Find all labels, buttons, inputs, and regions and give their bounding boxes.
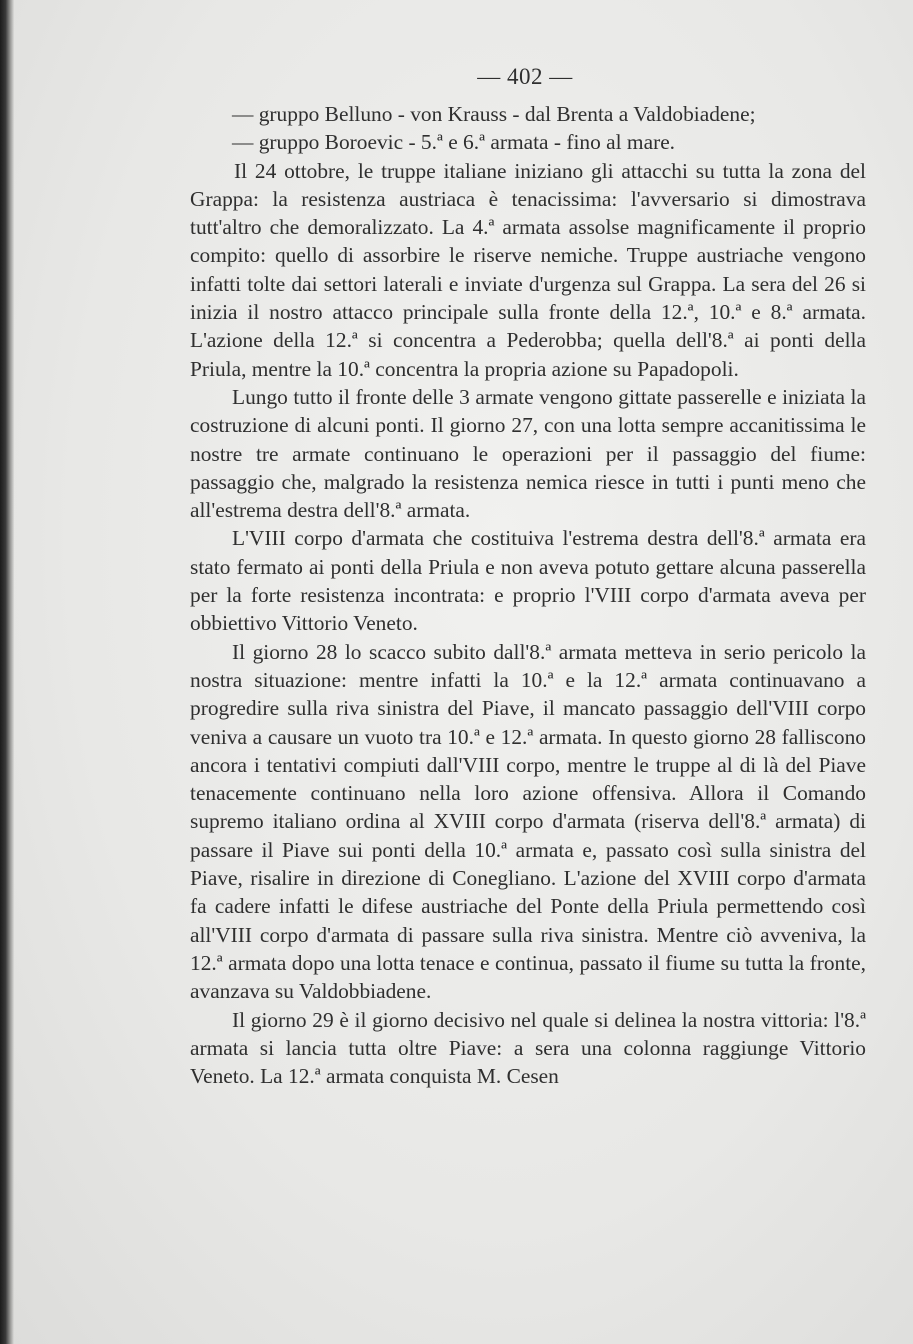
page-number: — 402 — xyxy=(477,64,573,89)
paragraph-24-ottobre: Il 24 ottobre, le truppe italiane iniziano gli attacchi su tutta la zona del Grappa: la resistenza austriaca è tenacissima: l'avversario si dimostrava tutt'altro che demoralizzato. La 4.ª armata assolse magnificamente il proprio compito: quello di assorbire le riserve nemiche. Truppe austriache vengono infatti tolte dai settori laterali e inviate d'urgenza sul Grappa. La sera del 26 si inizia il nostro attacco principale sulla fronte della 12.ª, 10.ª e 8.ª armata. L'azione della 12.ª si concentra a Pederobba; quella dell'8.ª ai ponti della Priula, mentre la 10.ª concentra la propria azione su Papadopoli. xyxy=(190,158,866,381)
paragraph-lungo-tutto-il-fronte: Lungo tutto il fronte delle 3 armate vengono gittate passerelle e iniziata la costruzione di alcuni ponti. Il giorno 27, con una lotta sempre accanitissima le nostre tre armate continuano le operazioni per il passaggio del fiume: passaggio che, malgrado la resistenza nemica riesce in tutti i punti meno che all'estrema destra dell'8.ª armata. xyxy=(190,384,866,523)
body-text xyxy=(190,100,866,1090)
binding-gutter xyxy=(0,0,14,1344)
list-item-gruppo-boroevic: — gruppo Boroevic - 5.ª e 6.ª armata - fino al mare. xyxy=(232,130,676,155)
paragraph-viii-corpo: L'VIII corpo d'armata che costituiva l'estrema destra dell'8.ª armata era stato fermato ai ponti della Priula e non aveva potuto gettare alcuna passerella per la forte resistenza incontrata: e proprio l'VIII corpo d'armata aveva per obbiettivo Vittorio Veneto. xyxy=(190,526,866,636)
paragraph-giorno-29: Il giorno 29 è il giorno decisivo nel quale si delinea la nostra vittoria: l'8.ª armata si lancia tutta oltre Piave: a sera una colonna raggiunge Vittorio Veneto. La 12.ª armata conquista M. Cesen xyxy=(190,1007,866,1089)
paragraph-giorno-28: Il giorno 28 lo scacco subito dall'8.ª armata metteva in serio pericolo la nostra situazione: mentre infatti la 10.ª e la 12.ª armata continuavano a progredire sulla riva sinistra del Piave, il mancato passaggio dell'VIII corpo veniva a causare un vuoto tra 10.ª e 12.ª armata. In questo giorno 28 falliscono ancora i tentativi compiuti dall'VIII corpo, mentre le truppe al di là del Piave tenacemente continuano nella loro azione offensiva. Allora il Comando supremo italiano ordina al XVIII corpo d'armata (riserva dell'8.ª armata) di passare il Piave sui ponti della 10.ª armata e, passato così sulla sinistra del Piave, risalire in direzione di Conegliano. L'azione del XVIII corpo d'armata fa cadere infatti le difese austriache del Ponte della Priula permettendo così all'VIII corpo d'armata di passare sulla riva sinistra. Mentre ciò avveniva, la 12.ª armata dopo una lotta tenace e continua, passato il fiume su tutta la fronte, avanzava su Valdobbiadene. xyxy=(190,639,866,1004)
list-item-gruppo-belluno: — gruppo Belluno - von Krauss - dal Brenta a Valdobiadene; xyxy=(232,102,756,126)
